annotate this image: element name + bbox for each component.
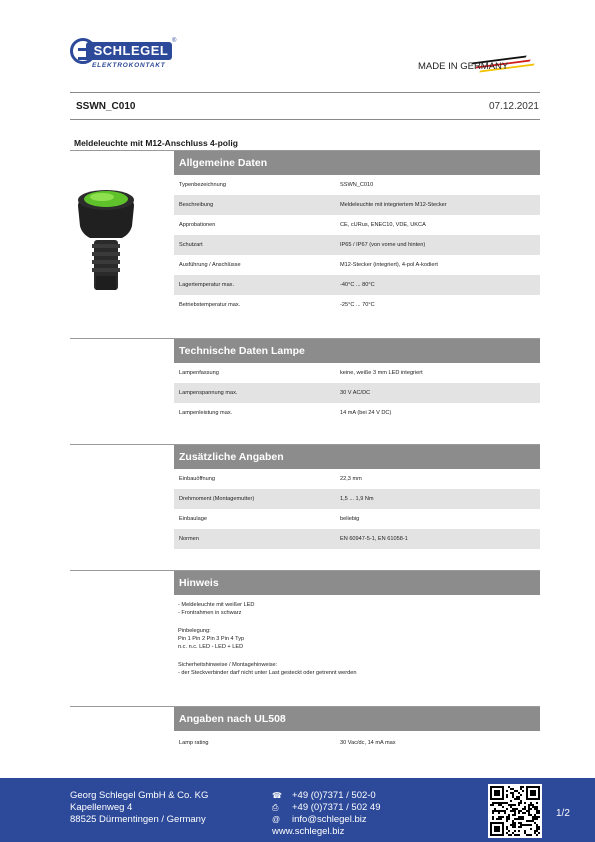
row-value: -25°C ... 70°C <box>340 302 375 308</box>
row-key: Approbationen <box>179 222 216 228</box>
table-row <box>174 275 540 295</box>
row-value: -40°C ... 80°C <box>340 282 375 288</box>
table-row <box>174 175 540 195</box>
table-row <box>174 403 540 423</box>
email-link[interactable]: info@schlegel.biz <box>292 814 367 825</box>
row-value: EN 60947-5-1, EN 61058-1 <box>340 536 408 542</box>
hint-line: n.c. n.c. LED - LED + LED <box>178 644 244 650</box>
hint-line: Pin 1 Pin 2 Pin 3 Pin 4 Typ <box>178 636 245 642</box>
fax-number: +49 (0)7371 / 502 49 <box>292 802 381 813</box>
row-key: Lampenleistung max. <box>179 410 233 416</box>
row-key: Lampenfassung <box>179 370 219 376</box>
row-key: Beschreibung <box>179 202 214 208</box>
email-icon: @ <box>272 815 281 824</box>
section-header-lamp: Technische Daten Lampe <box>174 339 540 363</box>
footer-address <box>70 790 208 826</box>
table-row <box>174 489 540 509</box>
header-divider-bottom <box>70 119 540 120</box>
header-divider-top <box>70 92 540 93</box>
fax-icon: ⎙ <box>272 803 279 812</box>
row-key: Lampenspannung max. <box>179 390 238 396</box>
row-key: Betriebstemperatur max. <box>179 302 241 308</box>
phone-icon: ☎ <box>272 791 282 800</box>
row-key: Einbauöffnung <box>179 476 215 482</box>
qr-code[interactable] <box>488 784 542 838</box>
row-value: IP65 / IP67 (von vorne und hinten) <box>340 242 426 248</box>
footer <box>0 778 595 842</box>
table-row <box>174 363 540 383</box>
row-key: Schutzart <box>179 242 203 248</box>
row-key: Drehmoment (Montagemutter) <box>179 496 255 502</box>
table-row <box>174 195 540 215</box>
phone-number[interactable]: +49 (0)7371 / 502-0 <box>292 790 376 801</box>
row-value: CE, cURus, ENEC10, VDE, UKCA <box>340 222 426 228</box>
row-key: Normen <box>179 536 199 542</box>
row-value: 30 Vac/dc, 14 mA max <box>340 740 396 746</box>
hint-line: - Meldeleuchte mit weißer LED <box>178 602 255 608</box>
document-date: 07.12.2021 <box>488 101 539 112</box>
row-key: Typenbezeichnung <box>179 182 226 188</box>
document-title: Meldeleuchte mit M12-Anschluss 4-polig <box>74 138 238 148</box>
row-value: beliebig <box>340 516 360 522</box>
row-value: 22,3 mm <box>340 476 362 482</box>
hint-line: Pinbelegung: <box>178 628 211 634</box>
section-header-hint: Hinweis <box>174 571 540 595</box>
row-key: Lamp rating <box>179 740 209 746</box>
table-row <box>174 255 540 275</box>
hint-line: - Frontrahmen in schwarz <box>178 610 242 616</box>
table-row <box>174 295 540 315</box>
page-number: 1/2 <box>556 808 570 819</box>
table-row <box>174 733 540 753</box>
company-street: Kapellenweg 4 <box>70 802 133 813</box>
product-image <box>74 182 138 292</box>
table-row <box>174 383 540 403</box>
row-value: Meldeleuchte mit integriertem M12-Stecker <box>340 202 447 208</box>
row-key: Ausführung / Anschlüsse <box>179 262 241 268</box>
logo-text: SCHLEGEL <box>93 43 169 58</box>
qr-code-icon <box>490 786 540 836</box>
table-row <box>174 529 540 549</box>
row-key: Lagertemperatur max. <box>179 282 235 288</box>
hint-line: - der Steckverbinder darf nicht unter Last gesteckt oder getrennt werden <box>178 670 357 676</box>
section-header-ul: Angaben nach UL508 <box>174 707 540 731</box>
logo-subtitle: ELEKTROKONTAKT <box>92 62 166 69</box>
row-value: 30 V AC/DC <box>340 390 371 396</box>
section-header-extra: Zusätzliche Angaben <box>174 445 540 469</box>
made-in-germany: MADE IN GERMANY <box>418 61 509 72</box>
footer-contact <box>272 790 380 838</box>
document-code: SSWN_C010 <box>76 101 136 112</box>
company-name: Georg Schlegel GmbH & Co. KG <box>70 790 209 801</box>
row-value: keine, weiße 3 mm LED integriert <box>340 370 423 376</box>
hint-line: Sicherheitshinweise / Montagehinweise: <box>178 662 278 668</box>
company-city: 88525 Dürmentingen / Germany <box>70 814 206 825</box>
row-value: 14 mA (bei 24 V DC) <box>340 410 392 416</box>
table-row <box>174 509 540 529</box>
table-row <box>174 235 540 255</box>
table-row <box>174 469 540 489</box>
schlegel-logo <box>70 38 178 72</box>
website-link[interactable]: www.schlegel.biz <box>272 826 345 837</box>
row-value: SSWN_C010 <box>340 182 374 188</box>
section-header-general: Allgemeine Daten <box>174 151 540 175</box>
row-key: Einbaulage <box>179 516 207 522</box>
row-value: M12-Stecker (integriert), 4-pol A-kodiert <box>340 262 438 268</box>
logo-registered-mark: ® <box>172 38 177 44</box>
row-value: 1,5 ... 1,9 Nm <box>340 496 374 502</box>
table-row <box>174 215 540 235</box>
